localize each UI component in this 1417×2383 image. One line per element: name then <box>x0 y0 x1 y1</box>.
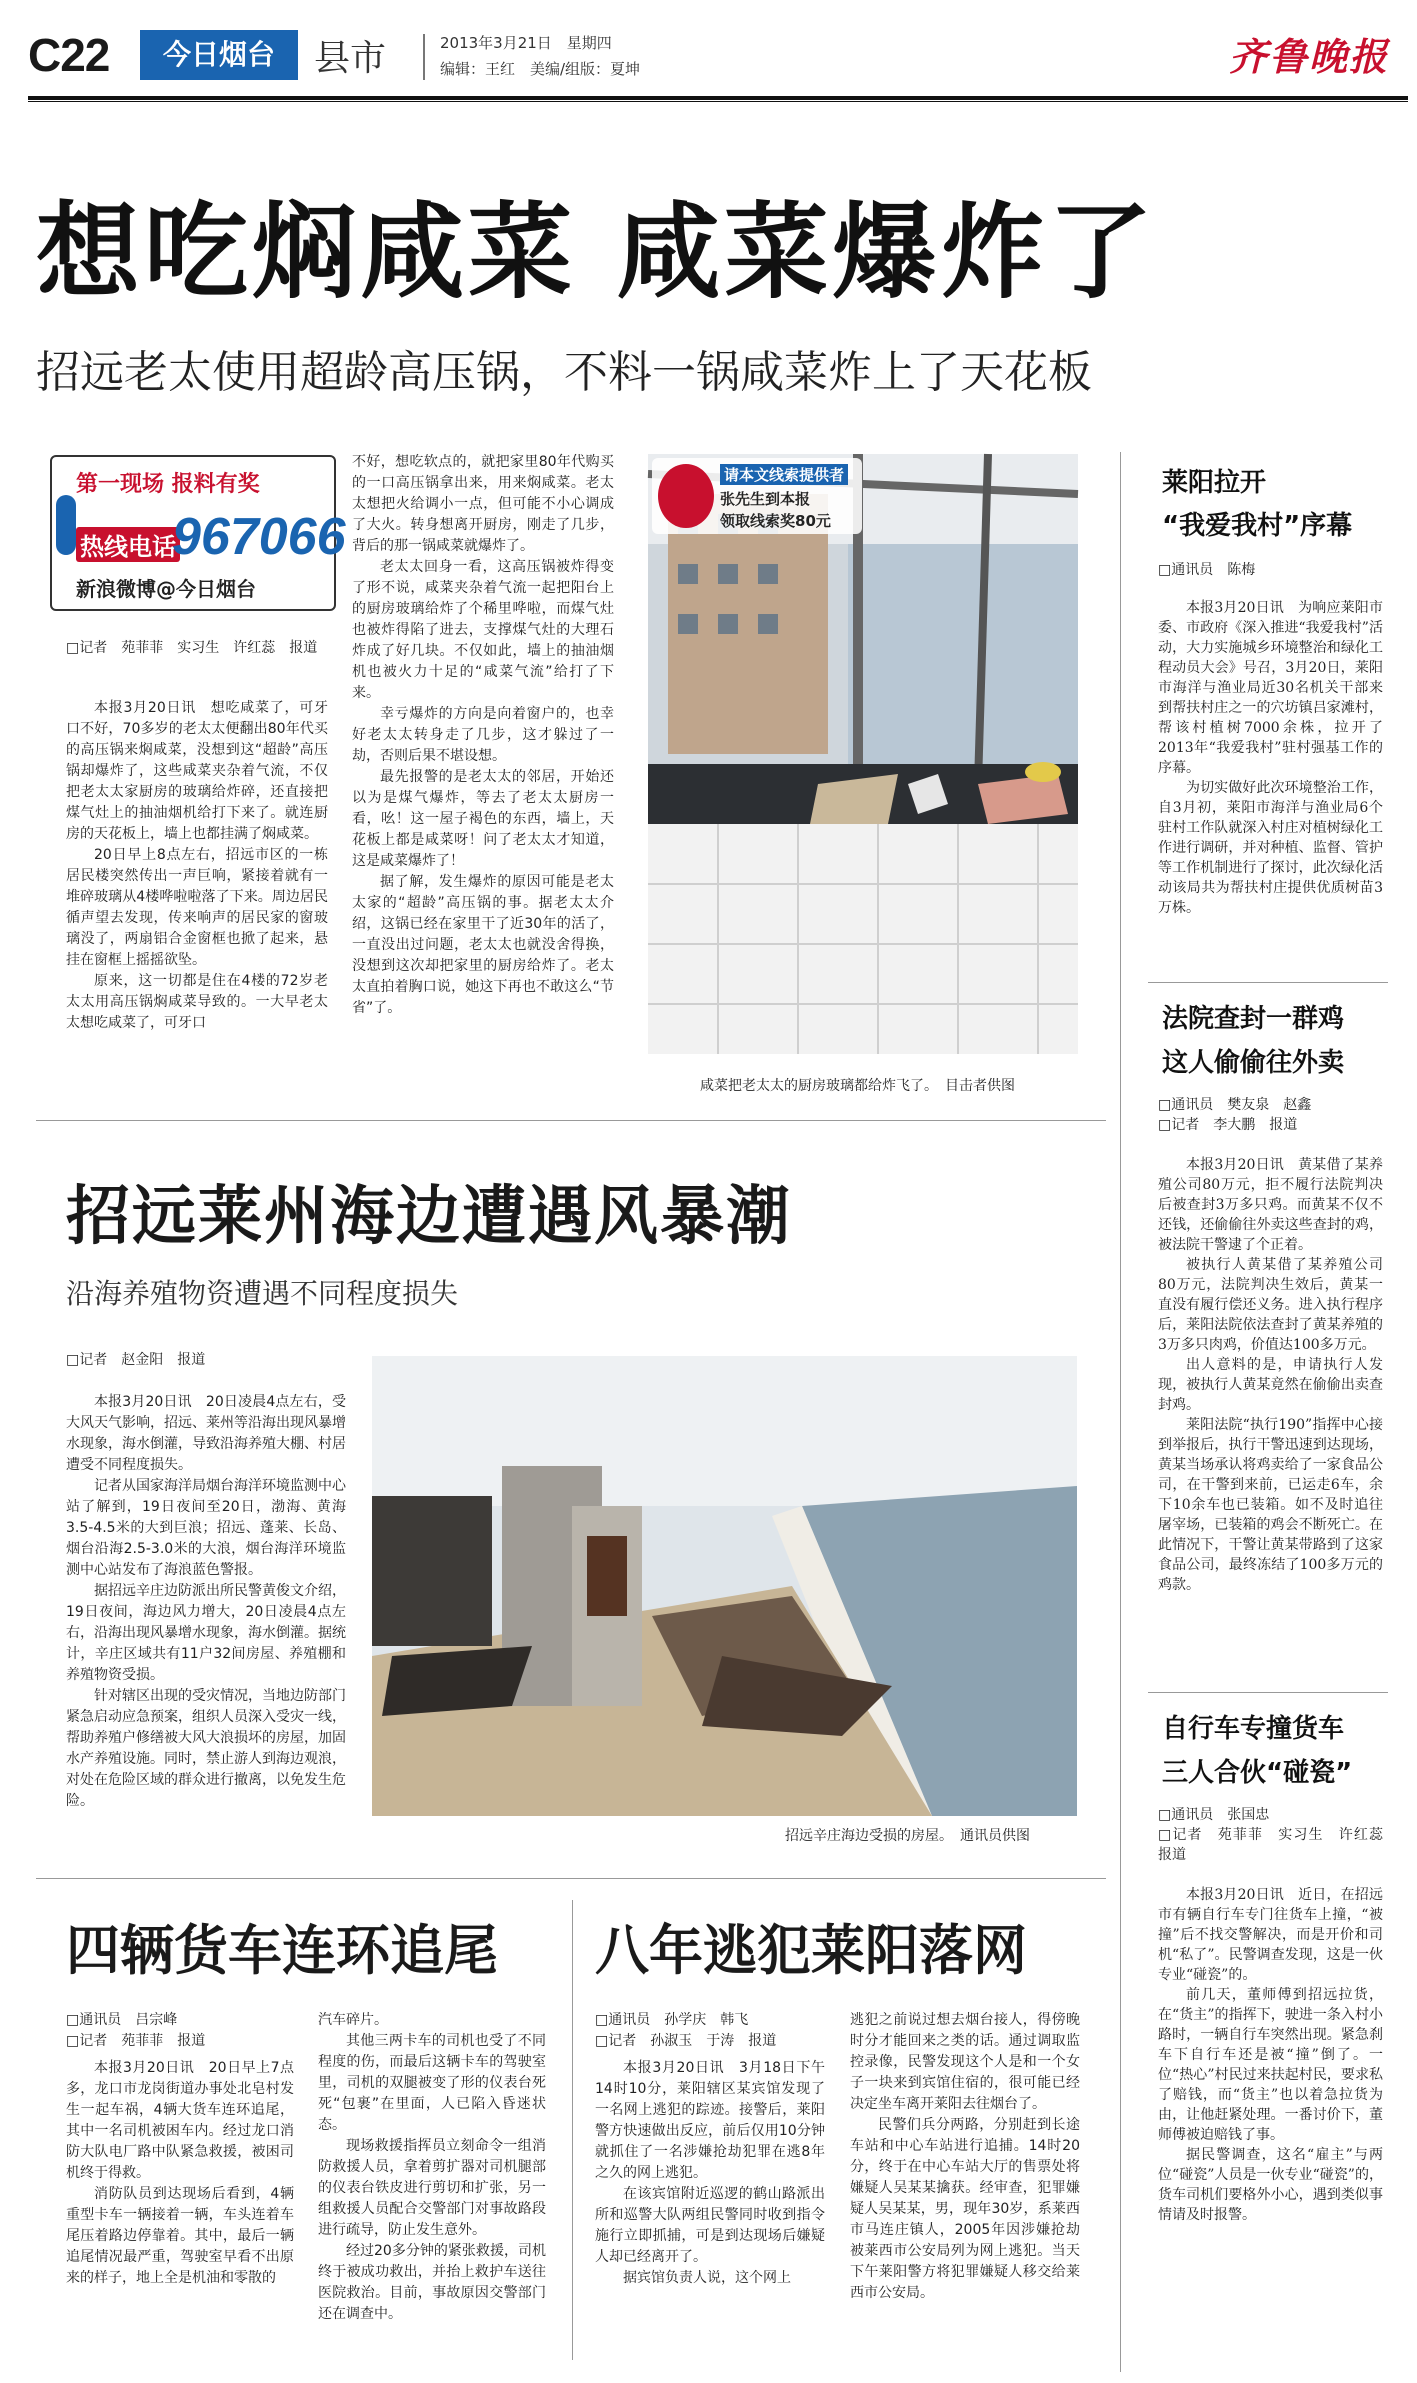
kitchen-window-photo <box>648 454 1078 1054</box>
paragraph: 老太太回身一看，这高压锅被炸得变了形不说，咸菜夹杂着气流一起把阳台上的厨房玻璃给炸了个稀里哗啦，而煤气灶也被炸得陷了进去，支撑煤气灶的大理石炸成了好几块。不仅如此，墙上的抽油烟机也被火力十足的“咸菜气流”给打了下来。 <box>352 559 614 701</box>
paragraph: 针对辖区出现的受灾情况，当地边防部门紧急启动应急预案，组织人员深入受灾一线，帮助养殖户修缮被大风大浪损坏的房屋，加固水产养殖设施。同时，禁止游人到海边观浪，对处在危险区域的群众进行撤离，以免发生危险。 <box>66 1688 346 1809</box>
sidebar-3-title-line1: 自行车专撞货车 <box>1162 1714 1345 1744</box>
paragraph: 被执行人黄某借了某养殖公司80万元，法院判决生效后，黄某一直没有履行偿还义务。进入执行程序后，莱阳法院依法查封了黄某养殖的3万多只肉鸡，价值达100多万元。 <box>1158 1257 1383 1353</box>
paragraph: 出人意料的是，申请执行人发现，被执行人黄某竟然在偷偷出卖查封鸡。 <box>1158 1357 1383 1413</box>
paragraph: 本报3月20日讯 想吃咸菜了，可牙口不好，70多岁的老太太便翻出80年代买的高压锅来焖咸菜，没想到这“超龄”高压锅却爆炸了，这些咸菜夹杂着气流，不仅把老太太家厨房的玻璃给炸碎，还直接把煤气灶上的抽油烟机给打下来了。就连厨房的天花板上，墙上也都挂满了焖咸菜。 <box>66 700 328 842</box>
seaside-damage-photo <box>372 1356 1077 1816</box>
sidebar-1-body <box>1158 598 1383 978</box>
hotline-label: 热线电话 <box>76 527 180 562</box>
paragraph: 原来，这一切都是住在4楼的72岁老太太用高压锅焖咸菜导致的。一大早老太太想吃咸菜了，可牙口 <box>66 973 328 1031</box>
truck-headline: 四辆货车连环追尾 <box>66 1919 498 1982</box>
kitchen-window-illustration <box>648 454 1078 1054</box>
storm-body <box>66 1392 346 1852</box>
page-number: C22 <box>28 29 110 81</box>
lead-column-1 <box>66 698 328 1086</box>
paragraph: 逃犯之前说过想去烟台接人，得傍晚时分才能回来之类的话。通过调取监控录像，民警发现这个人是和一个女子一块来到宾馆住宿的，很可能已经决定坐车离开莱阳去往烟台了。 <box>850 2012 1080 2112</box>
sidebar-2-body <box>1158 1155 1383 1677</box>
storm-byline: □记者 赵金阳 报道 <box>66 1352 206 1368</box>
column-divider <box>1120 452 1121 2372</box>
hotline-box <box>50 455 346 611</box>
fugitive-column-1 <box>595 2058 825 2358</box>
paragraph: 其他三两卡车的司机也受了不同程度的伤，而最后这辆卡车的驾驶室里，司机的双腿被变了形的仪表台死死“包裹”在里面，人已陷入昏迷状态。 <box>318 2033 546 2133</box>
sidebar-divider <box>1148 1692 1388 1693</box>
sidebar-3-title-line2: 三人合伙“碰瓷” <box>1162 1758 1353 1788</box>
photo-caption: 咸菜把老太太的厨房玻璃都给炸飞了。 目击者供图 <box>700 1078 1015 1094</box>
paragraph: 记者从国家海洋局烟台海洋环境监测中心站了解到，19日夜间至20日，渤海、黄海3.5-4.5米的大到巨浪；招远、蓬莱、长岛、烟台沿海2.5-3.0米的大浪，烟台海洋环境监测中心站发布了海浪蓝色警报。 <box>66 1478 346 1578</box>
lead-headline: 想吃焖咸菜 咸菜爆炸了 <box>36 191 1157 313</box>
fugitive-bylines: □通讯员 孙学庆 韩飞 □记者 孙淑玉 于涛 报道 <box>595 2012 777 2049</box>
header-rule <box>28 96 1408 100</box>
seaside-illustration <box>372 1356 1077 1816</box>
section-divider <box>36 1878 1106 1879</box>
photo-caption: 招远辛庄海边受损的房屋。 通讯员供图 <box>785 1828 1030 1844</box>
reward-line: 领取线索奖80元 <box>720 512 831 530</box>
storm-headline: 招远莱州海边遭遇风暴潮 <box>66 1180 792 1254</box>
telephone-icon <box>658 464 714 528</box>
section-badge: 今日烟台 <box>140 30 298 80</box>
tip-reward-box <box>652 458 862 534</box>
paragraph: 消防队员到达现场后看到，4辆重型卡车一辆接着一辆，车头连着车尾压着路边停靠着。其中，最后一辆追尾情况最严重，驾驶室早看不出原来的样子，地上全是机油和零散的 <box>66 2186 294 2286</box>
phone-icon <box>56 495 76 555</box>
paragraph: 现场救援指挥员立刻命令一组消防救援人员，拿着剪扩器对司机腿部的仪表台铁皮进行剪切和扩张，另一组救援人员配合交警部门对事故路段进行疏导，防止发生意外。 <box>318 2138 546 2238</box>
paragraph: 为切实做好此次环境整治工作，自3月初，莱阳市海洋与渔业局6个驻村工作队就深入村庄对植树绿化工作进行调研，并对种植、监督、管护等工作机制进行了探讨，此次绿化活动该局共为帮扶村庄提供优质树苗3万株。 <box>1158 780 1383 916</box>
reward-title: 请本文线索提供者 <box>720 464 848 485</box>
lead-byline: □记者 苑菲菲 实习生 许红蕊 报道 <box>66 640 318 656</box>
truck-column-1 <box>66 2058 294 2358</box>
newspaper-logo: 齐鲁晚报 <box>1228 34 1389 79</box>
hotline-number: 967066 <box>172 508 346 566</box>
sidebar-2-bylines: □通讯员 樊友泉 赵鑫 □记者 李大鹏 报道 <box>1158 1097 1312 1133</box>
truck-bylines: □通讯员 吕宗峰 □记者 苑菲菲 报道 <box>66 2012 206 2049</box>
hotline-weibo: 新浪微博@今日烟台 <box>76 577 256 601</box>
sidebar-2-title-line1: 法院查封一群鸡 <box>1162 1004 1345 1034</box>
storm-subheadline: 沿海养殖物资遭遇不同程度损失 <box>66 1277 459 1310</box>
paragraph: 本报3月20日讯 近日，在招远市有辆自行车专门往货车上撞，“被撞”后不找交警解决，而是开价和司机“私了”。民警调查发现，这是一伙专业“碰瓷”的。 <box>1158 1887 1383 1983</box>
paragraph: 据宾馆负责人说，这个网上 <box>623 2270 791 2286</box>
paragraph: 据民警调查，这名“雇主”与两位“碰瓷”人员是一伙专业“碰瓷”的，货车司机们要格外小心，遇到类似事情请及时报警。 <box>1158 2147 1383 2223</box>
header-rule-thin <box>28 101 1408 102</box>
paragraph: 本报3月20日讯 20日早上7点多，龙口市龙岗街道办事处北皂村发生一起车祸，4辆大货车连环追尾，其中一名司机被困车内。经过龙口消防大队电厂路中队紧急救援，被困司机终于得救。 <box>66 2060 294 2181</box>
paragraph: 本报3月20日讯 3月18日下午14时10分，莱阳辖区某宾馆发现了一名网上逃犯的踪迹。接警后，莱阳警方快速做出反应，前后仅用10分钟就抓住了一名涉嫌抢劫犯罪在逃8年之久的网上逃犯。 <box>595 2060 825 2181</box>
paragraph: 幸亏爆炸的方向是向着窗户的，也幸好老太太转身走了几步，这才躲过了一劫，否则后果不堪设想。 <box>352 706 614 764</box>
column-divider <box>572 1900 573 2360</box>
reward-line: 张先生到本报 <box>720 490 811 508</box>
paragraph: 本报3月20日讯 为响应莱阳市委、市政府《深入推进“我爱我村”活动，大力实施城乡环境整治和绿化工程动员大会》号召，3月20日，莱阳市海洋与渔业局近30名机关干部来到帮扶村庄之一的穴坊镇吕家滩村，帮该村植树7000余株，拉开了2013年“我爱我村”驻村强基工作的序幕。 <box>1158 600 1383 776</box>
subsection-label: 县市 <box>314 38 387 79</box>
paragraph: 汽车碎片。 <box>318 2012 388 2028</box>
paragraph: 据招远辛庄边防派出所民警黄俊文介绍，19日夜间，海边风力增大，20日凌晨4点左右，沿海出现风暴增水现象，海水倒灌。据统计，辛庄区域共有11户32间房屋、养殖棚和养殖物资受损。 <box>66 1583 346 1683</box>
paragraph: 据了解，发生爆炸的原因可能是老太太家的“超龄”高压锅的事。据老太太介绍，这锅已经在家里干了近30年的活了，一直没出过问题，老太太也就没舍得换，没想到这次却把家里的厨房给炸了。老太太直拍着胸口说，她这下再也不敢这么“节省”了。 <box>352 874 614 1016</box>
sidebar-2-title-line2: 这人偷偷往外卖 <box>1162 1048 1345 1078</box>
fugitive-column-2 <box>850 2010 1080 2360</box>
sidebar-1-title-line1: 莱阳拉开 <box>1162 468 1267 498</box>
sidebar-1-title-line2: “我爱我村”序幕 <box>1162 511 1353 541</box>
paragraph: 在该宾馆附近巡逻的鹤山路派出所和巡警大队两组民警同时收到指令施行立即抓捕，可是到达现场后嫌疑人却已经离开了。 <box>595 2186 825 2265</box>
header-divider <box>423 34 425 80</box>
fugitive-headline: 八年逃犯莱阳落网 <box>595 1919 1027 1982</box>
issue-date: 2013年3月21日 星期四 <box>440 34 612 52</box>
hotline-slogan: 第一现场 报料有奖 <box>76 472 260 497</box>
paragraph: 不好，想吃软点的，就把家里80年代购买的一口高压锅拿出来，用来焖咸菜。老太太想把火给调小一点，但可能不小心调成了大火。转身想离开厨房，刚走了几步，背后的那一锅咸菜就爆炸了。 <box>352 454 614 554</box>
paragraph: 20日早上8点左右，招远市区的一栋居民楼突然传出一声巨响，紧接着就有一堆碎玻璃从4楼哗啦啦落了下来。周边居民循声望去发现，传来响声的居民家的窗玻璃没了，两扇铝合金窗框也掀了起来，悬挂在窗框上摇摇欲坠。 <box>66 847 328 968</box>
sidebar-1-byline: □通讯员 陈梅 <box>1158 562 1256 578</box>
editor-credits: 编辑：王红 美编/组版：夏坤 <box>440 60 641 78</box>
paragraph: 莱阳法院“执行190”指挥中心接到举报后，执行干警迅速到达现场，黄某当场承认将鸡卖给了一家食品公司，在干警到来前，已运走6车，余下10余车也已装箱。如不及时追往屠宰场，已装箱的鸡会不断死亡。在此情况下，干警让黄某带路到了这家食品公司，最终冻结了100多万元的鸡款。 <box>1158 1417 1383 1593</box>
truck-column-2 <box>318 2010 546 2360</box>
sidebar-3-body <box>1158 1885 1383 2363</box>
paragraph: 本报3月20日讯 黄某借了某养殖公司80万元，拒不履行法院判决后被查封3万多只鸡。而黄某不仅不还钱，还偷偷往外卖这些查封的鸡，被法院干警逮了个正着。 <box>1158 1157 1383 1253</box>
sidebar-3-bylines: □通讯员 张国忠 □记者 苑菲菲 实习生 许红蕊 报道 <box>1158 1807 1397 1863</box>
lead-column-2 <box>352 452 614 1092</box>
paragraph: 本报3月20日讯 20日凌晨4点左右，受大风天气影响，招远、莱州等沿海出现风暴增水现象，海水倒灌，导致沿海养殖大棚、村居遭受不同程度损失。 <box>66 1394 346 1473</box>
sidebar-divider <box>1148 982 1388 983</box>
paragraph: 前几天，董师傅到招远拉货，在“货主”的指挥下，驶进一条入村小路时，一辆自行车突然出现。紧急刹车下自行车还是被“撞”倒了。一位“热心”村民过来扶起村民，要求私了赔钱，而“货主”也以着急拉货为由，让他赶紧处理。一番讨价下，董师傅被迫赔钱了事。 <box>1158 1987 1383 2143</box>
paragraph: 民警们兵分两路，分别赶到长途车站和中心车站进行追捕。14时20分，终于在中心车站大厅的售票处将嫌疑人吴某某擒获。经审查，犯罪嫌疑人吴某某，男，现年30岁，系莱西市马连庄镇人，2005年因涉嫌抢劫被莱西市公安局列为网上逃犯。当天下午莱阳警方将犯罪嫌疑人移交给莱西市公安局。 <box>850 2117 1080 2301</box>
paragraph: 最先报警的是老太太的邻居，开始还以为是煤气爆炸，等去了老太太厨房一看，吆！这一屋子褐色的东西，墙上，天花板上都是咸菜呀！问了老太太才知道，这是咸菜爆炸了！ <box>352 769 614 869</box>
lead-subheadline: 招远老太使用超龄高压锅，不料一锅咸菜炸上了天花板 <box>36 347 1092 398</box>
section-divider <box>36 1120 1106 1121</box>
paragraph: 经过20多分钟的紧张救援，司机终于被成功救出，并抬上救护车送往医院救治。目前，事故原因交警部门还在调查中。 <box>318 2243 546 2322</box>
